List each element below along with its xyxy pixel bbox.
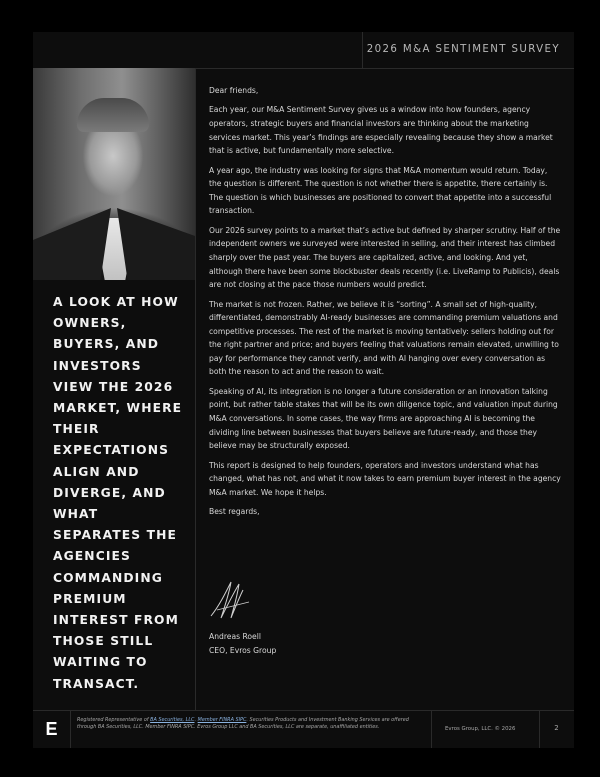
letter-paragraph: Each year, our M&A Sentiment Survey gives us a window into how founders, agency operators, strategic buyers and financial investors are thinking about the marketing services market. This year’s findings are especially revealing because they show a market that is active, but fundamentally more selective. (209, 105, 553, 156)
disclaimer-sep: . (194, 717, 198, 723)
signer-name: Andreas Roell (209, 632, 261, 641)
header-divider (362, 32, 363, 68)
survey-title: 2026 M&A SENTIMENT SURVEY (366, 44, 560, 55)
photo-hair (77, 98, 149, 132)
signature-image (209, 576, 269, 622)
letter-paragraph: This report is designed to help founders, operators and investors understand what has changed, what has not, and what it now takes to earn premium buyer interest in the agency M&A market. We hope it helps. (209, 460, 561, 497)
evros-logo: E (33, 711, 71, 748)
page-footer (33, 710, 574, 748)
page-number: 2 (554, 724, 559, 732)
signer-title: CEO, Evros Group (209, 646, 277, 655)
footer-disclaimer (77, 717, 427, 730)
page (33, 32, 574, 747)
letter-paragraph: Speaking of AI, its integration is no longer a future consideration or an innovation talking point, but rather table stakes that will be its own diligence topic, and valuation input during M&A conversations. In some cases, the way firms are approaching AI is becoming the dividing line between businesses that buyers believe are future-ready, and those they believe may be structurally exposed. (209, 386, 558, 451)
letter-salutation: Dear friends, (209, 86, 259, 95)
sidebar-headline: A LOOK AT HOW OWNERS, BUYERS, AND INVESTORS VIEW THE 2026 MARKET, WHERE THEIR EXPECTATIONS ALIGN AND DIVERGE, AND WHAT SEPARATES THE AGENCIES COMMANDING PREMIUM INTEREST FROM THOSE STILL WAITING TO TRANSACT. (53, 295, 183, 691)
letter-paragraph: A year ago, the industry was looking for signs that M&A momentum would return. Today, the question is different. The question is not whether there is appetite, there certainly is. The question is which businesses are positioned to convert that appetite into a successful transaction. (209, 165, 552, 216)
author-photo (33, 68, 195, 280)
column-divider (195, 68, 196, 719)
letter-paragraph: The market is not frozen. Rather, we believe it is “sorting”. A small set of high-quality, differentiated, demonstrably AI-ready businesses are commanding premium valuations and competitive processes. The rest of the market is moving tentatively: sellers holding out for the right partner and price; and buyers feeling that valuations remain elevated, unwilling to pay for performance they cannot verify, and with AI hanging over every conversation as both the reason to act and the reason to wait. (209, 299, 559, 377)
photo-jacket-right (117, 208, 195, 280)
footer-divider (431, 711, 432, 748)
letter-body (209, 84, 561, 525)
signoff (209, 630, 276, 658)
photo-jacket-left (33, 208, 111, 280)
copyright: Evros Group, LLC. © 2026 (445, 726, 516, 732)
disclaimer-prefix: Registered Representative of (77, 717, 151, 723)
page-header (33, 32, 574, 69)
letter-closing: Best regards, (209, 507, 260, 517)
ba-securities-link[interactable]: BA Securities, LLC (150, 717, 195, 723)
disclaimer-rest: . Securities Products and Investment Banking Services are offered through BA Securities, LLC. Member FINRA SIPC. Evros Group LLC and BA Securities, LLC are separate, unaffiliated entities. (77, 717, 409, 730)
letter-paragraph: Our 2026 survey points to a market that’s active but defined by sharper scrutiny. Half of the independent owners we surveyed were interested in selling, and their interest has climbed sharply over the past year. The buyers are capitalized, active, and looking. And yet, although there have been some blockbuster deals recently (i.e. LiveRamp to Publicis), deals are not closing at the pace those numbers would predict. (209, 225, 561, 290)
finra-sipc-link[interactable]: Member FINRA SIPC (197, 717, 247, 723)
